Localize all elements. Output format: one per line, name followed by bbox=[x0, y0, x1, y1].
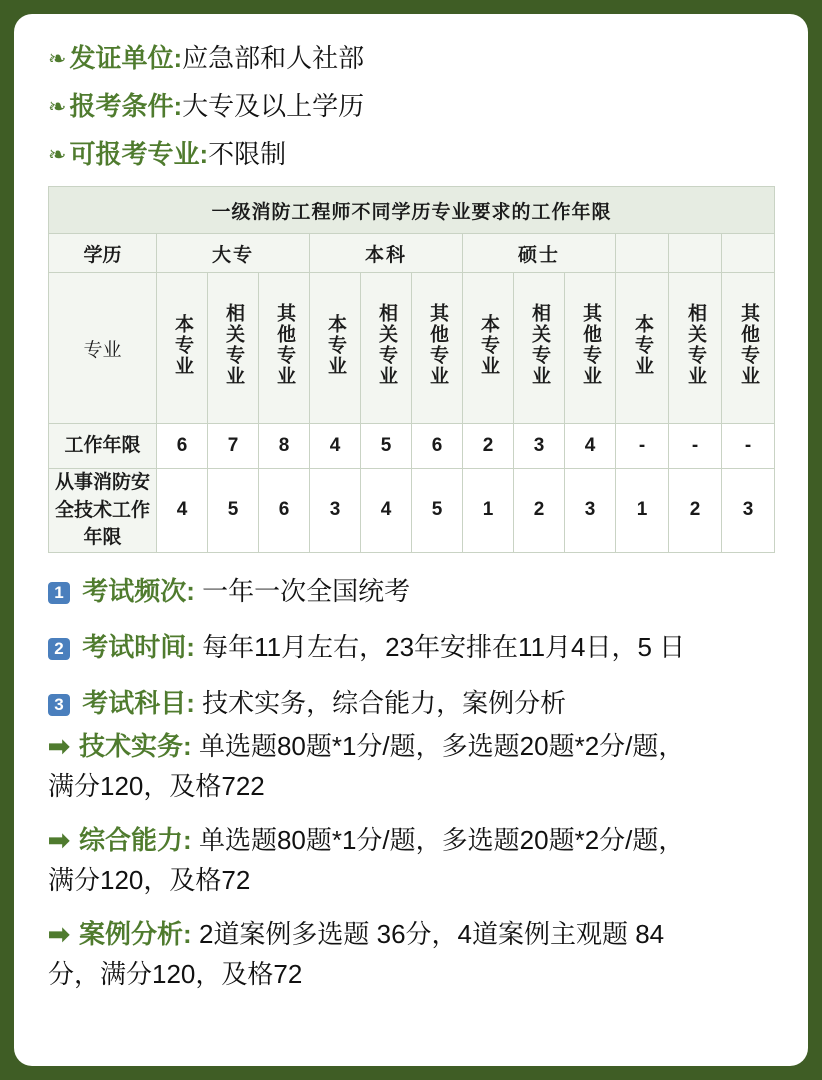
cell-major bbox=[310, 273, 361, 424]
arrow-icon: ➡ bbox=[48, 730, 70, 761]
cell-degree-group: 硕士 bbox=[463, 234, 616, 273]
subject-block-comprehensive bbox=[48, 821, 774, 899]
row-label: 工作年限 bbox=[49, 424, 157, 469]
table-title: 一级消防工程师不同学历专业要求的工作年限 bbox=[49, 187, 775, 234]
header-line bbox=[48, 90, 774, 124]
subject-line-2: 分，满分120，及格72 bbox=[48, 958, 303, 989]
cell-value: 2 bbox=[669, 469, 722, 553]
header-line bbox=[48, 138, 774, 172]
cell-major bbox=[616, 273, 669, 424]
header-block bbox=[48, 42, 774, 172]
cell-major bbox=[208, 273, 259, 424]
cell-major bbox=[669, 273, 722, 424]
cell-value: 4 bbox=[565, 424, 616, 469]
cell-value: 2 bbox=[463, 424, 514, 469]
cell-value: 7 bbox=[208, 424, 259, 469]
subject-block-case-analysis bbox=[48, 915, 774, 993]
subject-line bbox=[48, 821, 774, 859]
cell-value: 3 bbox=[514, 424, 565, 469]
section-key: 考试频次: bbox=[82, 575, 195, 606]
header-key: 可报考专业: bbox=[69, 139, 209, 169]
row-label: 从事消防安全技术工作年限 bbox=[49, 469, 157, 553]
subject-line-2: 满分120，及格722 bbox=[48, 770, 265, 801]
subject-text: 2道案例多选题 36分，4道案例主观题 84 bbox=[198, 918, 665, 949]
cell-major-text: 本专业 bbox=[171, 313, 193, 377]
cell-major-text: 其他专业 bbox=[273, 303, 295, 387]
table-row bbox=[49, 424, 775, 469]
section-exam-time bbox=[48, 629, 774, 665]
header-value: 大专及以上学历 bbox=[182, 91, 365, 121]
cell-major bbox=[412, 273, 463, 424]
requirements-table-wrapper bbox=[48, 186, 774, 553]
section-key: 考试时间: bbox=[82, 631, 195, 662]
cell-value: - bbox=[722, 424, 775, 469]
section-exam-frequency bbox=[48, 573, 774, 609]
cell-degree-group-blank bbox=[669, 234, 722, 273]
subject-line bbox=[48, 727, 774, 765]
cell-value: 5 bbox=[208, 469, 259, 553]
requirements-table bbox=[48, 186, 775, 553]
subject-line bbox=[48, 915, 774, 953]
subject-text: 单选题80题*1分/题，多选题20题*2分/题， bbox=[198, 824, 685, 855]
cell-major-text: 相关专业 bbox=[684, 303, 706, 387]
arrow-icon: ➡ bbox=[48, 824, 70, 855]
cell-degree-group-blank bbox=[722, 234, 775, 273]
subject-key: 案例分析: bbox=[79, 918, 192, 949]
cell-major bbox=[514, 273, 565, 424]
section-key: 考试科目: bbox=[82, 687, 195, 718]
cell-value: 3 bbox=[310, 469, 361, 553]
cell-major-text: 相关专业 bbox=[375, 303, 397, 387]
cell-major-text: 本专业 bbox=[477, 313, 499, 377]
subject-key: 技术实务: bbox=[79, 730, 192, 761]
cell-major-text: 其他专业 bbox=[737, 303, 759, 387]
cell-major-label: 专业 bbox=[49, 273, 157, 424]
cell-value: 3 bbox=[565, 469, 616, 553]
cell-value: 6 bbox=[157, 424, 208, 469]
subject-text: 单选题80题*1分/题，多选题20题*2分/题， bbox=[198, 730, 685, 761]
header-value: 应急部和人社部 bbox=[182, 43, 365, 73]
cell-value: 6 bbox=[259, 469, 310, 553]
cell-degree-group: 本科 bbox=[310, 234, 463, 273]
cell-degree-group-blank bbox=[616, 234, 669, 273]
cell-major-text: 本专业 bbox=[631, 313, 653, 377]
leaf-icon: ❧ bbox=[48, 94, 67, 119]
cell-value: 4 bbox=[157, 469, 208, 553]
subject-line-2: 满分120，及格72 bbox=[48, 864, 251, 895]
cell-major bbox=[361, 273, 412, 424]
cell-major-text: 相关专业 bbox=[528, 303, 550, 387]
cell-value: 6 bbox=[412, 424, 463, 469]
arrow-icon: ➡ bbox=[48, 918, 70, 949]
section-number-badge: 1 bbox=[48, 582, 70, 604]
cell-value: 2 bbox=[514, 469, 565, 553]
cell-value: 1 bbox=[463, 469, 514, 553]
section-value: 每年11月左右，23年安排在11月4日，5 日 bbox=[202, 631, 686, 662]
cell-major bbox=[565, 273, 616, 424]
cell-major bbox=[157, 273, 208, 424]
cell-major bbox=[259, 273, 310, 424]
cell-major bbox=[722, 273, 775, 424]
cell-value: 1 bbox=[616, 469, 669, 553]
cell-value: 3 bbox=[722, 469, 775, 553]
cell-value: 8 bbox=[259, 424, 310, 469]
section-exam-subjects bbox=[48, 685, 774, 721]
cell-value: - bbox=[616, 424, 669, 469]
table-row bbox=[49, 187, 775, 234]
header-key: 报考条件: bbox=[69, 91, 183, 121]
cell-major-text: 其他专业 bbox=[579, 303, 601, 387]
header-line bbox=[48, 42, 774, 76]
cell-value: - bbox=[669, 424, 722, 469]
header-key: 发证单位: bbox=[69, 43, 183, 73]
section-number-badge: 2 bbox=[48, 638, 70, 660]
cell-value: 4 bbox=[361, 469, 412, 553]
cell-major-text: 本专业 bbox=[324, 313, 346, 377]
cell-major bbox=[463, 273, 514, 424]
section-value: 一年一次全国统考 bbox=[202, 575, 411, 606]
subject-block-technical bbox=[48, 727, 774, 805]
subject-key: 综合能力: bbox=[79, 824, 192, 855]
cell-value: 5 bbox=[412, 469, 463, 553]
section-number-badge: 3 bbox=[48, 694, 70, 716]
table-row bbox=[49, 273, 775, 424]
cell-major-text: 其他专业 bbox=[426, 303, 448, 387]
header-value: 不限制 bbox=[208, 139, 287, 169]
cell-value: 4 bbox=[310, 424, 361, 469]
section-value: 技术实务，综合能力，案例分析 bbox=[202, 687, 567, 718]
table-row bbox=[49, 469, 775, 553]
note-card bbox=[14, 14, 808, 1066]
cell-major-text: 相关专业 bbox=[222, 303, 244, 387]
table-row bbox=[49, 234, 775, 273]
leaf-icon: ❧ bbox=[48, 46, 67, 71]
cell-degree-group: 大专 bbox=[157, 234, 310, 273]
cell-value: 5 bbox=[361, 424, 412, 469]
cell-degree-label: 学历 bbox=[49, 234, 157, 273]
leaf-icon: ❧ bbox=[48, 142, 67, 167]
